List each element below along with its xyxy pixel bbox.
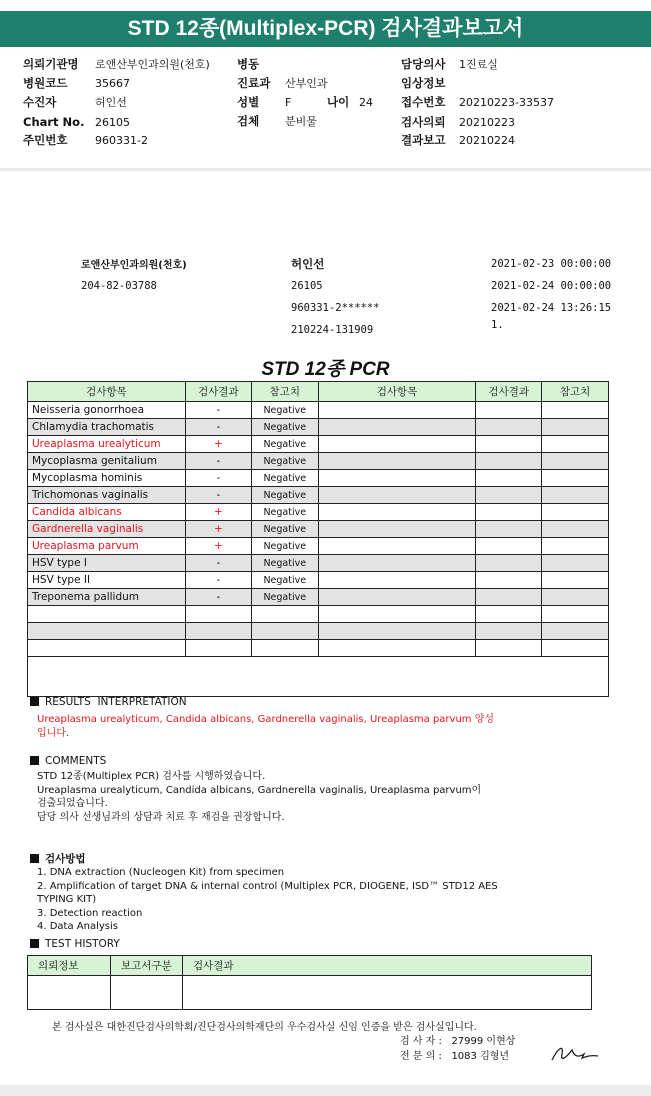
- info-value: F: [285, 96, 292, 109]
- empty-cell: [542, 555, 609, 572]
- table-header-row: [28, 956, 592, 976]
- date-request: 2021-02-23 00:00:00: [491, 258, 612, 270]
- info-value: 분비물: [285, 115, 317, 128]
- table-row: [28, 453, 609, 470]
- info-label: 수진자: [23, 95, 57, 109]
- info-row: [237, 55, 285, 73]
- section-heading-text: 검사방법: [45, 853, 86, 865]
- empty-cell: [476, 419, 542, 436]
- empty-cell: [476, 470, 542, 487]
- reference-value-cell: Negative: [251, 589, 318, 606]
- table-row: [28, 589, 609, 606]
- col-header: 검사결과: [476, 382, 542, 402]
- empty-cell: [185, 640, 251, 657]
- reference-value-cell: Negative: [251, 555, 318, 572]
- table-row: [28, 538, 609, 555]
- empty-cell: [542, 538, 609, 555]
- info-label: 진료과: [237, 76, 271, 90]
- certification-text: 본 검사실은 대한진단검사의학회/진단검사의학재단의 우수검사실 신임 인증을 받은 검사실입니다.: [52, 1022, 477, 1033]
- col-header: 보고서구분: [111, 956, 183, 976]
- empty-cell: [318, 623, 476, 640]
- info-row: [401, 55, 498, 73]
- test-result-cell: -: [185, 402, 251, 419]
- reference-value-cell: Negative: [251, 572, 318, 589]
- test-result-cell: +: [185, 521, 251, 538]
- info-row: [237, 74, 328, 92]
- empty-cell: [251, 606, 318, 623]
- specialist-label: 전 문 의 :: [400, 1051, 442, 1062]
- table-row: [28, 436, 609, 453]
- tester-info: [400, 1032, 515, 1047]
- info-label: 검체: [237, 114, 260, 128]
- empty-cell: [542, 589, 609, 606]
- empty-cell: [542, 419, 609, 436]
- empty-cell: [542, 402, 609, 419]
- empty-cell: [542, 521, 609, 538]
- info-value: 로앤산부인과의원(천호): [95, 58, 210, 71]
- test-result-cell: -: [185, 487, 251, 504]
- reference-value-cell: Negative: [251, 436, 318, 453]
- test-result-cell: +: [185, 436, 251, 453]
- empty-cell: [542, 623, 609, 640]
- comments-text: STD 12종(Multiplex PCR) 검사를 시행하였습니다. Ureaplasma urealyticum, Candida albicans, Gardnerella vaginalis, Ureaplasma parvum이 검출되었습니다. 담당 의사 선생님과의 상담과 치료 후 재검을 권장합니다.: [37, 771, 482, 823]
- empty-cell: [318, 572, 476, 589]
- empty-cell: [251, 640, 318, 657]
- date-print: 2021-02-24 13:26:15: [491, 302, 612, 314]
- info-row: [23, 93, 127, 111]
- empty-cell: [28, 606, 186, 623]
- info-value: 35667: [95, 77, 130, 90]
- table-row: [28, 470, 609, 487]
- info-label: 검사의뢰: [401, 115, 446, 129]
- empty-cell: [542, 572, 609, 589]
- info-value: 26105: [95, 116, 130, 129]
- info-value: 20210223-33537: [459, 96, 554, 109]
- info-row: [401, 93, 554, 111]
- info-label: 의뢰기관명: [23, 57, 79, 71]
- info-row: [401, 131, 515, 149]
- test-name-cell: HSV type II: [28, 572, 186, 589]
- empty-cell: [476, 436, 542, 453]
- test-name-cell: Mycoplasma genitalium: [28, 453, 186, 470]
- info-row: [401, 74, 459, 92]
- table-row: [28, 419, 609, 436]
- empty-cell: [476, 623, 542, 640]
- test-name-cell: Gardnerella vaginalis: [28, 521, 186, 538]
- table-row: [28, 572, 609, 589]
- test-result-cell: +: [185, 504, 251, 521]
- resident-number: 960331-2******: [291, 302, 380, 314]
- method-text: 1. DNA extraction (Nucleogen Kit) from specimen 2. Amplification of target DNA & internal control (Multiplex PCR, DIOGENE, ISD™ STD12 AES TYPING KIT) 3. Detection reaction 4. Data Analysis: [37, 867, 498, 932]
- clinic-number: 204-82-03788: [81, 280, 157, 292]
- section-heading-text: TEST HISTORY: [45, 938, 120, 950]
- empty-cell: [318, 606, 476, 623]
- test-result-cell: +: [185, 538, 251, 555]
- col-header: 검사항목: [318, 382, 476, 402]
- empty-cell: [476, 504, 542, 521]
- col-header: 검사결과: [185, 382, 251, 402]
- age-label: 나이: [327, 95, 350, 109]
- info-row: [401, 113, 515, 131]
- empty-cell: [476, 640, 542, 657]
- empty-cell: [318, 453, 476, 470]
- empty-cell: [185, 623, 251, 640]
- info-label: 성별: [237, 95, 260, 109]
- test-result-cell: -: [185, 419, 251, 436]
- table-row: [28, 623, 609, 640]
- test-history-heading: [30, 938, 120, 950]
- info-label: 접수번호: [401, 95, 446, 109]
- empty-cell: [318, 538, 476, 555]
- info-value: 산부인과: [285, 77, 328, 90]
- tester-value: 27999 이현상: [451, 1036, 516, 1047]
- reference-value-cell: Negative: [251, 402, 318, 419]
- empty-cell: [251, 623, 318, 640]
- info-label: Chart No.: [23, 115, 85, 129]
- empty-cell: [476, 572, 542, 589]
- info-label: 임상정보: [401, 76, 446, 90]
- specialist-info: [400, 1047, 509, 1062]
- empty-cell: [318, 640, 476, 657]
- reference-value-cell: Negative: [251, 419, 318, 436]
- col-header: 검사항목: [28, 382, 186, 402]
- reference-value-cell: Negative: [251, 521, 318, 538]
- test-result-cell: -: [185, 470, 251, 487]
- empty-cell: [318, 487, 476, 504]
- date-print-cont: 1.: [491, 319, 504, 331]
- test-result-cell: -: [185, 453, 251, 470]
- empty-cell: [318, 589, 476, 606]
- table-row: [28, 555, 609, 572]
- empty-cell: [318, 436, 476, 453]
- square-bullet-icon: [30, 697, 39, 706]
- info-label: 담당의사: [401, 57, 446, 71]
- empty-cell: [542, 504, 609, 521]
- empty-cell: [542, 606, 609, 623]
- table-row: [28, 606, 609, 623]
- empty-cell: [476, 521, 542, 538]
- info-row: [237, 93, 373, 111]
- report-title: STD 12종(Multiplex-PCR) 검사결과보고서: [0, 11, 651, 47]
- info-label: 병동: [237, 57, 260, 71]
- table-row: [28, 487, 609, 504]
- empty-cell: [542, 436, 609, 453]
- empty-cell: [28, 657, 609, 697]
- info-row: [23, 113, 130, 131]
- section-heading-text: COMMENTS: [45, 755, 107, 767]
- age-value: 24: [359, 96, 373, 109]
- empty-cell: [542, 470, 609, 487]
- info-value: 허인선: [95, 96, 127, 109]
- tester-label: 검 사 자 :: [400, 1036, 442, 1047]
- empty-cell: [542, 453, 609, 470]
- info-value: 960331-2: [95, 134, 148, 147]
- reference-value-cell: Negative: [251, 487, 318, 504]
- test-name-cell: Ureaplasma parvum: [28, 538, 186, 555]
- info-row: [23, 55, 210, 73]
- empty-cell: [318, 402, 476, 419]
- reference-value-cell: Negative: [251, 538, 318, 555]
- square-bullet-icon: [30, 939, 39, 948]
- info-value: 1진료실: [459, 58, 498, 71]
- table-row: [28, 521, 609, 538]
- col-header: 의뢰정보: [28, 956, 111, 976]
- empty-cell: [185, 606, 251, 623]
- table-row: [28, 657, 609, 697]
- clinic-name: 로앤산부인과의원(천호): [81, 260, 187, 271]
- empty-cell: [28, 640, 186, 657]
- empty-cell: [476, 606, 542, 623]
- info-row: [237, 112, 317, 130]
- test-result-cell: -: [185, 555, 251, 572]
- info-label: 병원코드: [23, 76, 68, 90]
- info-row: [23, 131, 148, 149]
- empty-cell: [318, 419, 476, 436]
- reference-value-cell: Negative: [251, 470, 318, 487]
- date-report: 2021-02-24 00:00:00: [491, 280, 612, 292]
- chart-number: 26105: [291, 280, 323, 292]
- patient-name: 허인선: [291, 257, 325, 271]
- test-name-cell: Ureaplasma urealyticum: [28, 436, 186, 453]
- empty-cell: [318, 521, 476, 538]
- test-name-cell: Candida albicans: [28, 504, 186, 521]
- reference-value-cell: Negative: [251, 453, 318, 470]
- table-row: [28, 640, 609, 657]
- specialist-value: 1083 김형년: [451, 1051, 510, 1062]
- empty-cell: [542, 487, 609, 504]
- table-row: [28, 402, 609, 419]
- empty-cell: [476, 589, 542, 606]
- result-table: [27, 381, 609, 697]
- test-name-cell: Treponema pallidum: [28, 589, 186, 606]
- empty-cell: [476, 487, 542, 504]
- info-value: 20210224: [459, 134, 515, 147]
- empty-cell: [476, 453, 542, 470]
- empty-cell: [318, 555, 476, 572]
- test-name-cell: Chlamydia trachomatis: [28, 419, 186, 436]
- test-name-cell: Neisseria gonorrhoea: [28, 402, 186, 419]
- test-name-cell: HSV type I: [28, 555, 186, 572]
- info-label: 결과보고: [401, 133, 446, 147]
- results-interpretation-text: Ureaplasma urealyticum, Candida albicans, Gardnerella vaginalis, Ureaplasma parvum 양성 입니다.: [37, 714, 495, 739]
- col-header: 참고치: [251, 382, 318, 402]
- info-value: 20210223: [459, 116, 515, 129]
- col-header: 검사결과: [183, 956, 592, 976]
- divider: [0, 168, 651, 171]
- empty-cell: [476, 538, 542, 555]
- section-heading-text: RESULTS INTERPRETATION: [45, 696, 187, 708]
- test-result-cell: -: [185, 589, 251, 606]
- page-bottom-bar: [0, 1085, 651, 1096]
- empty-cell: [318, 470, 476, 487]
- col-header: 참고치: [542, 382, 609, 402]
- empty-cell: [542, 640, 609, 657]
- empty-cell: [318, 504, 476, 521]
- test-result-cell: -: [185, 572, 251, 589]
- receipt-number: 210224-131909: [291, 324, 374, 336]
- empty-cell: [28, 623, 186, 640]
- signature-icon: [548, 1040, 600, 1066]
- results-interpretation-heading: [30, 696, 187, 708]
- square-bullet-icon: [30, 854, 39, 863]
- info-row: [23, 74, 130, 92]
- comments-heading: [30, 755, 106, 767]
- method-heading: [30, 851, 86, 866]
- test-name-cell: Trichomonas vaginalis: [28, 487, 186, 504]
- reference-value-cell: Negative: [251, 504, 318, 521]
- table-header-row: [28, 382, 609, 402]
- test-history-table: [27, 955, 592, 1010]
- empty-cell: [476, 402, 542, 419]
- result-title: STD 12종 PCR: [261, 359, 390, 380]
- square-bullet-icon: [30, 756, 39, 765]
- table-row: [28, 976, 592, 1010]
- info-label: 주민번호: [23, 133, 68, 147]
- test-name-cell: Mycoplasma hominis: [28, 470, 186, 487]
- table-row: [28, 504, 609, 521]
- empty-cell: [476, 555, 542, 572]
